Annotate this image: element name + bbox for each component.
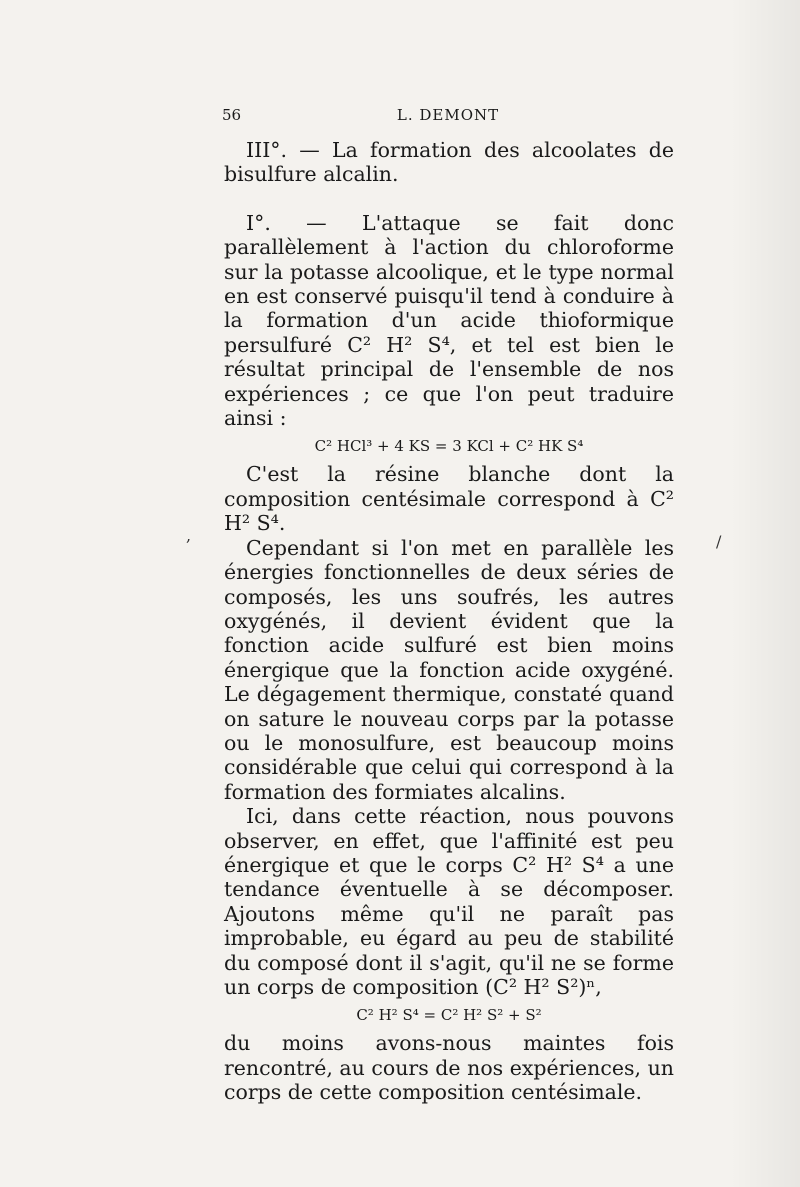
paragraph-5: Ici, dans cette réaction, nous pouvons observer, en effet, que l'affinité est peu énergique et que le corps C² H² S⁴ a une tendance éventuelle à se décomposer. Ajoutons même qu'il ne paraît pas improbable, eu égard au peu de stabilité du composé dont il s'agit, qu'il ne se forme un corps de composition (C² H² S²)ⁿ, (224, 804, 674, 999)
margin-mark: , (186, 526, 192, 545)
page-edge-shadow (730, 0, 800, 1187)
paragraph-4: Cependant si l'on met en parallèle les énergies fonctionnelles de deux séries de composés, les uns soufrés, les autres oxygénés, il devient évident que la fonction acide sulfuré est bien moins énergique que la fonction acide oxygéné. Le dégagement thermique, constaté quand on sature le nouveau corps par la potasse ou le monosulfure, est beaucoup moins considérable que celui qui correspond à la formation des formiates alcalins. (224, 535, 674, 804)
page-number: 56 (222, 106, 242, 124)
paragraph-1: III°. — La formation des alcoolates de bisulfure alcalin. (224, 138, 674, 187)
running-head (222, 106, 674, 130)
paragraph-6: du moins avons-nous maintes fois rencontré, au cours de nos expériences, un corps de cette composition centésimale. (224, 1031, 674, 1105)
paragraph-3: C'est la résine blanche dont la composition centésimale correspond à C² H² S⁴. (224, 462, 674, 536)
formula-2: C² H² S⁴ = C² H² S² + S² (356, 1006, 542, 1025)
margin-mark: / (716, 532, 722, 551)
body-text (224, 138, 674, 1105)
paragraph-2: I°. — L'attaque se fait donc parallèlement à l'action du chloroforme sur la potasse alcoolique, et le type normal en est conservé puisqu'il tend à conduire à la formation d'un acide thioformique persulfuré C² H² S⁴, et tel est bien le résultat principal de l'ensemble de nos expériences ; ce que l'on peut traduire ainsi : (224, 210, 674, 431)
formula-1: C² HCl³ + 4 KS = 3 KCl + C² HK S⁴ (314, 437, 584, 456)
running-head-author: L. DEMONT (396, 106, 500, 124)
